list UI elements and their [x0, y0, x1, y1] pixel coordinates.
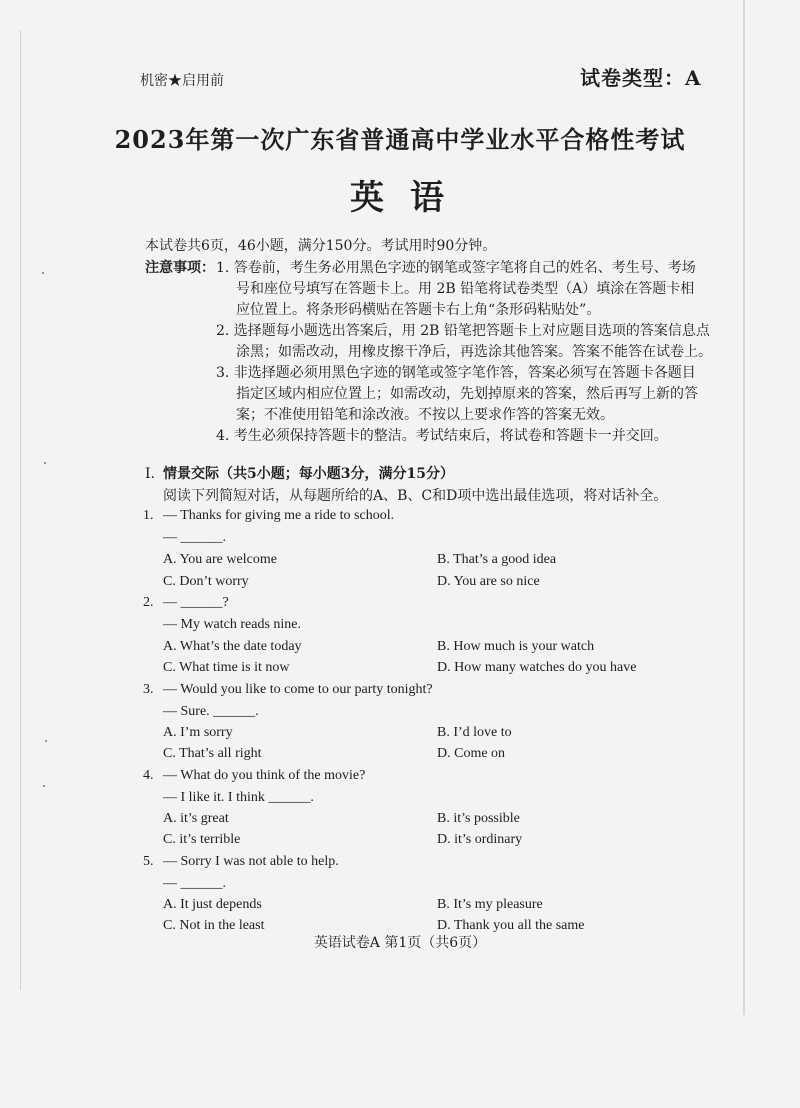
section-number: I. — [145, 466, 155, 482]
notes-label: 注意事项： — [145, 260, 215, 276]
option-c: C. That’s all right — [163, 746, 262, 761]
question-number: 3. — [143, 682, 154, 697]
question-line: — Sure. ______. — [163, 704, 259, 719]
option-d: D. it’s ordinary — [437, 832, 523, 847]
option-a: A. I’m sorry — [163, 725, 233, 740]
scan-speck — [45, 740, 47, 742]
note-line: 2. 选择题每小题选出答案后，用 2B 铅笔把答题卡上对应题目选项的答案信息点 — [216, 323, 710, 339]
option-c: C. Not in the least — [163, 918, 265, 933]
note-line: 4. 考生必须保持答题卡的整洁。考试结束后，将试卷和答题卡一并交回。 — [216, 428, 668, 444]
option-b: B. How much is your watch — [437, 639, 595, 654]
note-line: 指定区域内相应位置上；如需改动，先划掉原来的答案，然后再写上新的答 — [236, 386, 698, 402]
note-line: 案；不准使用铅笔和涂改液。不按以上要求作答的答案无效。 — [236, 407, 614, 423]
option-c: C. What time is it now — [163, 660, 290, 675]
exam-title: 2023年第一次广东省普通高中学业水平合格性考试 — [114, 125, 686, 154]
question-line: — I like it. I think ______. — [163, 790, 314, 805]
question-number: 1. — [143, 508, 154, 523]
paper-type: 试卷类型：A — [580, 66, 702, 90]
scan-speck — [44, 462, 46, 464]
option-b: B. it’s possible — [437, 811, 520, 826]
option-b: B. It’s my pleasure — [437, 897, 543, 912]
question-line: — My watch reads nine. — [163, 617, 302, 632]
page-footer: 英语试卷A 第1页（共6页） — [313, 935, 487, 951]
scan-speck — [43, 785, 45, 787]
option-c: C. Don’t worry — [163, 574, 249, 589]
option-d: D. Thank you all the same — [437, 918, 585, 933]
question-line: — What do you think of the movie? — [163, 768, 366, 783]
note-line: 号和座位号填写在答题卡上。用 2B 铅笔将试卷类型（A）填涂在答题卡相 — [236, 281, 695, 297]
option-b: B. I’d love to — [437, 725, 512, 740]
section-heading: 情景交际（共5小题；每小题3分，满分15分） — [163, 466, 454, 482]
note-line: 涂黑；如需改动，用橡皮擦干净后，再选涂其他答案。答案不能答在试卷上。 — [236, 344, 712, 360]
question-line: — Would you like to come to our party tonight? — [163, 682, 433, 697]
question-number: 4. — [143, 768, 154, 783]
question-line: — Sorry I was not able to help. — [163, 854, 339, 869]
question-line: — ______? — [163, 595, 229, 610]
note-line: 1. 答卷前，考生务必用黑色字迹的钢笔或签字笔将自己的姓名、考生号、考场 — [216, 260, 696, 276]
question-line: — ______. — [163, 530, 226, 545]
question-number: 5. — [143, 854, 154, 869]
option-c: C. it’s terrible — [163, 832, 241, 847]
question-number: 2. — [143, 595, 154, 610]
option-d: D. Come on — [437, 746, 506, 761]
option-a: A. It just depends — [163, 897, 262, 912]
option-a: A. You are welcome — [163, 552, 277, 567]
option-a: A. What’s the date today — [163, 639, 302, 654]
option-d: D. How many watches do you have — [437, 660, 637, 675]
confidential-label: 机密★启用前 — [140, 73, 224, 89]
option-a: A. it’s great — [163, 811, 229, 826]
note-line: 应位置上。将条形码横贴在答题卡右上角“条形码粘贴处”。 — [236, 302, 601, 318]
exam-intro: 本试卷共6页，46小题，满分150分。考试用时90分钟。 — [145, 238, 497, 254]
note-line: 3. 非选择题必须用黑色字迹的钢笔或签字笔作答，答案必须写在答题卡各题目 — [216, 365, 696, 381]
option-b: B. That’s a good idea — [437, 552, 557, 567]
subject-title: 英语 — [350, 178, 470, 218]
scan-speck — [42, 272, 44, 274]
option-d: D. You are so nice — [437, 574, 540, 589]
question-line: — Thanks for giving me a ride to school. — [163, 508, 395, 523]
question-line: — ______. — [163, 876, 226, 891]
section-instruction: 阅读下列简短对话，从每题所给的A、B、C和D项中选出最佳选项，将对话补全。 — [163, 488, 668, 504]
